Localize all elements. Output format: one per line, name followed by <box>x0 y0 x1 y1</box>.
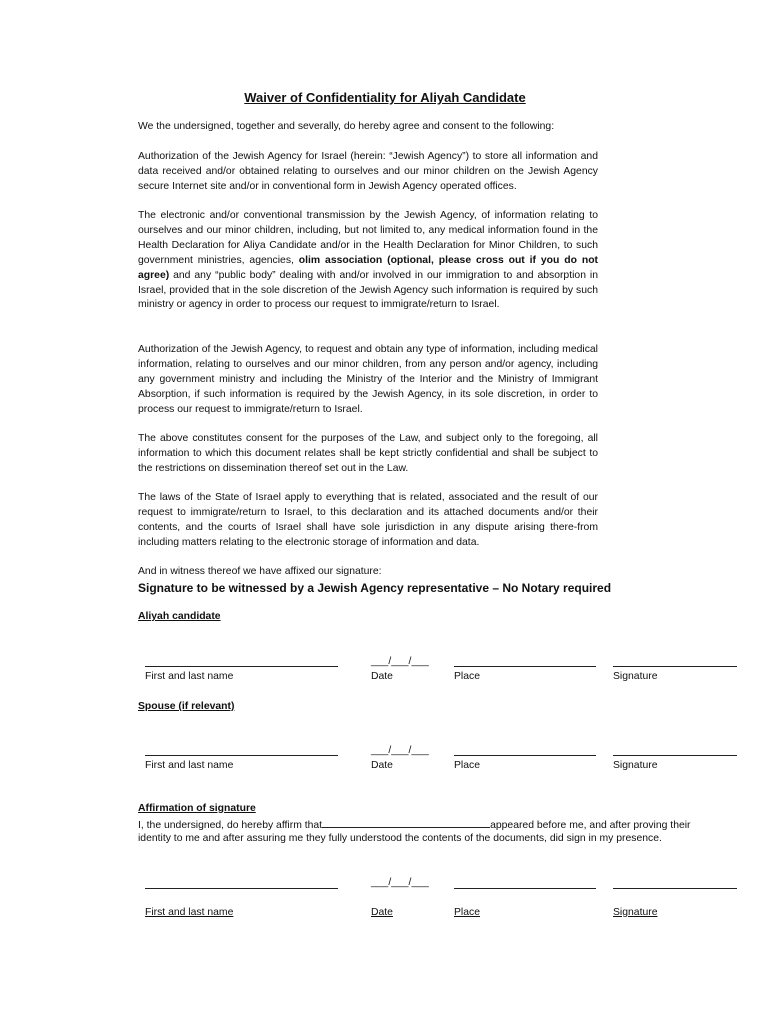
document-title: Waiver of Confidentiality for Aliyah Candidate <box>244 90 526 105</box>
affirmer-signature-field[interactable] <box>613 888 737 889</box>
spouse-heading: Spouse (if relevant) <box>138 701 235 712</box>
spouse-signature-label: Signature <box>613 760 658 771</box>
witness-requirement: Signature to be witnessed by a Jewish Agency representative – No Notary required <box>138 581 612 595</box>
witness-line: And in witness thereof we have affixed our signature: <box>138 566 382 577</box>
affirmer-date-field[interactable]: ___/___/___ <box>371 877 429 888</box>
affirmation-line-1 <box>138 818 691 831</box>
candidate-name-label: First and last name <box>145 671 234 682</box>
affirmer-date-label: Date <box>371 907 393 918</box>
paragraph-storage-authorization: Authorization of the Jewish Agency for Israel (herein: “Jewish Agency”) to store all information and data received and/or obtained relating to ourselves and our minor children on the Jewish Agency secure Internet site and/or in conventional form in Jewish Agency operated offices. <box>138 151 598 192</box>
paragraph-obtain-information: Authorization of the Jewish Agency, to request and obtain any type of information, including medical information, relating to ourselves and our minor children, from any person and/or agency, including any government ministry and including the Ministry of the Interior and the Ministry of Immigrant Absorption, if such information is required by the Jewish Agency, in its sole discretion, in order to process our request to immigrate/return to Israel. <box>138 344 598 415</box>
affirmation-text-b: appeared before me, and after proving their <box>490 820 691 831</box>
spouse-date-field[interactable]: ___/___/___ <box>371 745 429 756</box>
affirmer-place-label: Place <box>454 907 480 918</box>
paragraph-confidentiality: The above constitutes consent for the purposes of the Law, and subject only to the foregoing, all information to which this document relates shall be kept strictly confidential and shall be subject to the restrictions on dissemination thereof set out in the Law. <box>138 433 598 474</box>
affirmation-person-field[interactable] <box>322 818 490 828</box>
spouse-name-field[interactable] <box>145 755 338 756</box>
spouse-date-label: Date <box>371 760 393 771</box>
affirmer-place-field[interactable] <box>454 888 596 889</box>
spouse-signature-field[interactable] <box>613 755 737 756</box>
para2-start: The electronic and/or conventional transmission by the Jewish Agency, of information relating to ourselves and our minor children, including, but not limited to, any medical information found in the Health Declaration for Aliya Candidate and/or in the Health Declaration for Minor Children, to such government ministries, agencies, <box>138 210 598 266</box>
candidate-signature-field[interactable] <box>613 666 737 667</box>
affirmer-name-label: First and last name <box>145 907 234 918</box>
para2-olim-option: olim association (optional, please cross out if you do not agree) <box>138 254 598 281</box>
candidate-place-label: Place <box>454 671 480 682</box>
affirmer-name-field[interactable] <box>145 888 338 889</box>
spouse-name-label: First and last name <box>145 760 234 771</box>
candidate-date-label: Date <box>371 671 393 682</box>
affirmation-heading: Affirmation of signature <box>138 803 256 814</box>
affirmer-signature-label: Signature <box>613 907 658 918</box>
para2-end: and any “public body” dealing with and/or involved in our immigration to and absorption in Israel, provided that in the sole discretion of the Jewish Agency such information is required by such ministry or agency in order to process our request to immigrate/return to Israel. <box>138 269 598 311</box>
spouse-place-field[interactable] <box>454 755 596 756</box>
paragraph-jurisdiction: The laws of the State of Israel apply to everything that is related, associated and the result of our request to immigrate/return to Israel, to this declaration and its attached documents and/or their contents, and the courts of Israel shall have sole jurisdiction in any dispute arising there-from including matters relating to the electronic storage of information and data. <box>138 492 598 548</box>
candidate-signature-label: Signature <box>613 671 658 682</box>
candidate-name-field[interactable] <box>145 666 338 667</box>
affirmation-text-a: I, the undersigned, do hereby affirm that <box>138 820 323 831</box>
candidate-heading: Aliyah candidate <box>138 611 221 622</box>
spouse-place-label: Place <box>454 760 480 771</box>
candidate-place-field[interactable] <box>454 666 596 667</box>
candidate-date-field[interactable]: ___/___/___ <box>371 656 429 667</box>
affirmation-line-2: identity to me and after assuring me they fully understood the contents of the documents, did sign in my presence. <box>138 833 662 844</box>
paragraph-transmission <box>138 209 598 313</box>
intro-paragraph: We the undersigned, together and severally, do hereby agree and consent to the following: <box>138 121 555 132</box>
